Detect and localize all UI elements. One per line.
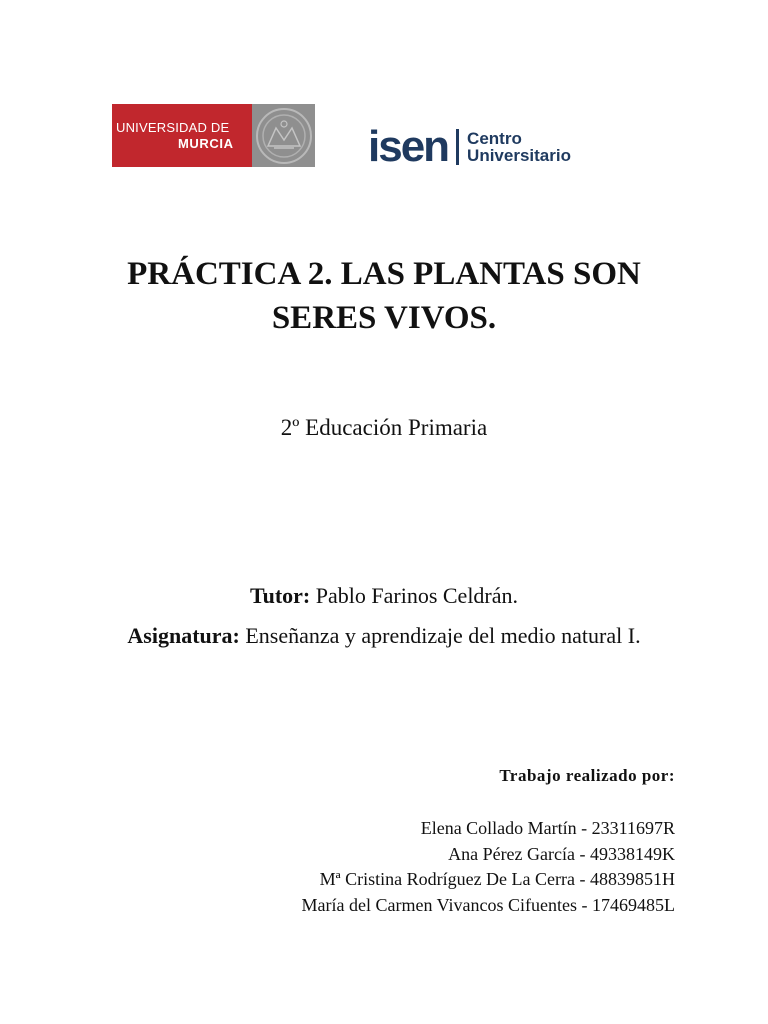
- author-item: Mª Cristina Rodríguez De La Cerra - 48839851H: [319, 869, 675, 889]
- tutor-label: Tutor:: [249, 583, 311, 608]
- universidad-murcia-logo: [112, 104, 315, 167]
- university-seal-icon: [252, 104, 315, 167]
- subject-label: Asignatura:: [127, 623, 240, 648]
- universidad-murcia-wordmark: [112, 104, 252, 167]
- isen-centro-universitario-logo: [368, 122, 571, 171]
- author-item: María del Carmen Vivancos Cifuentes - 17469485L: [301, 894, 675, 915]
- authors-heading: Trabajo realizado por:: [499, 766, 675, 785]
- title-line2: SERES VIVOS.: [271, 300, 497, 336]
- document-title: [84, 252, 684, 340]
- isen-line1: Centro: [467, 129, 522, 148]
- tutor-line: [84, 581, 684, 611]
- isen-line2: Universitario: [467, 146, 571, 165]
- logo-um-line1: UNIVERSIDAD DE: [116, 119, 230, 135]
- logo-um-line2: MURCIA: [178, 135, 234, 151]
- tutor-name: Pablo Farinos Celdrán.: [315, 583, 519, 608]
- isen-wordmark: isen: [368, 122, 449, 171]
- author-item: Ana Pérez García - 49338149K: [448, 843, 675, 864]
- subject-name: Enseñanza y aprendizaje del medio natural I.: [245, 623, 641, 648]
- subject-line: [124, 621, 644, 651]
- authors-list: [302, 816, 676, 918]
- course-level: 2º Educación Primaria: [280, 415, 488, 440]
- logo-divider: [456, 129, 459, 165]
- author-item: Elena Collado Martín - 23311697R: [420, 818, 675, 838]
- isen-centro-text: [467, 130, 571, 164]
- title-line1: PRÁCTICA 2. LAS PLANTAS SON: [127, 256, 641, 292]
